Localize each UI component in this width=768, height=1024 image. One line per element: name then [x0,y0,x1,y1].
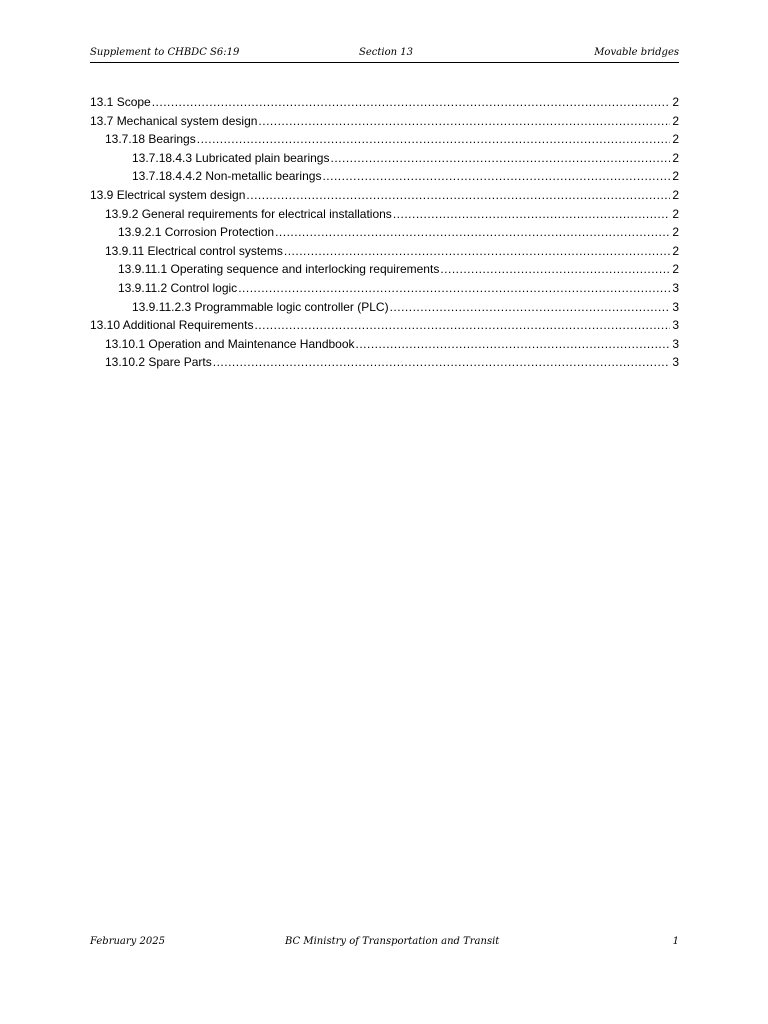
footer-publisher: BC Ministry of Transportation and Transit [285,936,500,947]
toc-entry-title: 13.9.11.2 Control logic [118,280,238,295]
toc-entry[interactable] [90,112,679,131]
toc-entry[interactable] [90,242,679,261]
toc-entry[interactable] [90,260,679,279]
dot-leader [275,223,670,242]
toc-entry-page: 2 [672,113,679,128]
dot-leader [238,279,670,298]
toc-entry-page: 2 [672,187,679,202]
header-section-title: Movable bridges [594,47,679,58]
toc-entry-title: 13.10.2 Spare Parts [105,355,212,370]
toc-entry-page: 3 [672,318,679,333]
footer-date: February 2025 [90,936,165,947]
footer-page-number: 1 [672,936,679,947]
header-document-title: Supplement to CHBDC S6:19 [90,47,240,58]
toc-entry-page: 2 [672,243,679,258]
toc-entry-title: 13.7.18.4.3 Lubricated plain bearings [132,150,330,165]
toc-entry-page: 2 [672,262,679,277]
toc-entry-page: 2 [672,95,679,109]
toc-entry[interactable] [90,223,679,242]
toc-entry-page: 3 [672,336,679,351]
toc-entry[interactable] [90,335,679,354]
toc-entry[interactable] [90,316,679,335]
toc-entry-title: 13.7 Mechanical system design [90,113,258,128]
dot-leader [246,186,670,205]
toc-entry[interactable] [90,353,679,372]
table-of-contents [90,93,679,372]
toc-entry-page: 3 [672,299,679,314]
toc-entry-page: 2 [672,132,679,147]
toc-entry-title: 13.9.2 General requirements for electrical installations [105,206,392,221]
toc-entry-page: 2 [672,150,679,165]
dot-leader [393,205,671,224]
toc-entry[interactable] [90,167,679,186]
dot-leader [213,353,671,372]
toc-entry-title: 13.10.1 Operation and Maintenance Handbook [105,336,355,351]
toc-entry-page: 2 [672,169,679,184]
toc-entry-title: 13.9 Electrical system design [90,187,246,202]
toc-entry[interactable] [90,149,679,168]
dot-leader [330,149,670,168]
dot-leader [440,260,670,279]
header-section: Section 13 [359,47,413,58]
dot-leader [197,130,671,149]
toc-entry[interactable] [90,93,679,112]
toc-entry-title: 13.7.18.4.4.2 Non-metallic bearings [132,169,322,184]
dot-leader [390,298,671,317]
toc-entry-title: 13.1 Scope [90,95,151,109]
toc-entry-page: 3 [672,280,679,295]
toc-entry-title: 13.9.2.1 Corrosion Protection [118,225,275,240]
page-footer [90,934,679,950]
page-header [90,45,679,63]
toc-entry[interactable] [90,186,679,205]
toc-entry-title: 13.9.11 Electrical control systems [105,243,283,258]
toc-entry-page: 3 [672,355,679,370]
toc-entry-page: 2 [672,206,679,221]
dot-leader [254,316,670,335]
dot-leader [258,112,670,131]
toc-entry[interactable] [90,205,679,224]
dot-leader [284,242,670,261]
toc-entry[interactable] [90,130,679,149]
toc-entry[interactable] [90,298,679,317]
dot-leader [152,93,671,112]
toc-entry[interactable] [90,279,679,298]
toc-entry-page: 2 [672,225,679,240]
toc-entry-title: 13.9.11.1 Operating sequence and interlocking requirements [118,262,440,277]
toc-entry-title: 13.10 Additional Requirements [90,318,254,333]
toc-entry-title: 13.7.18 Bearings [105,132,196,147]
toc-entry-title: 13.9.11.2.3 Programmable logic controller (PLC) [132,299,389,314]
dot-leader [322,167,670,186]
dot-leader [356,335,671,354]
